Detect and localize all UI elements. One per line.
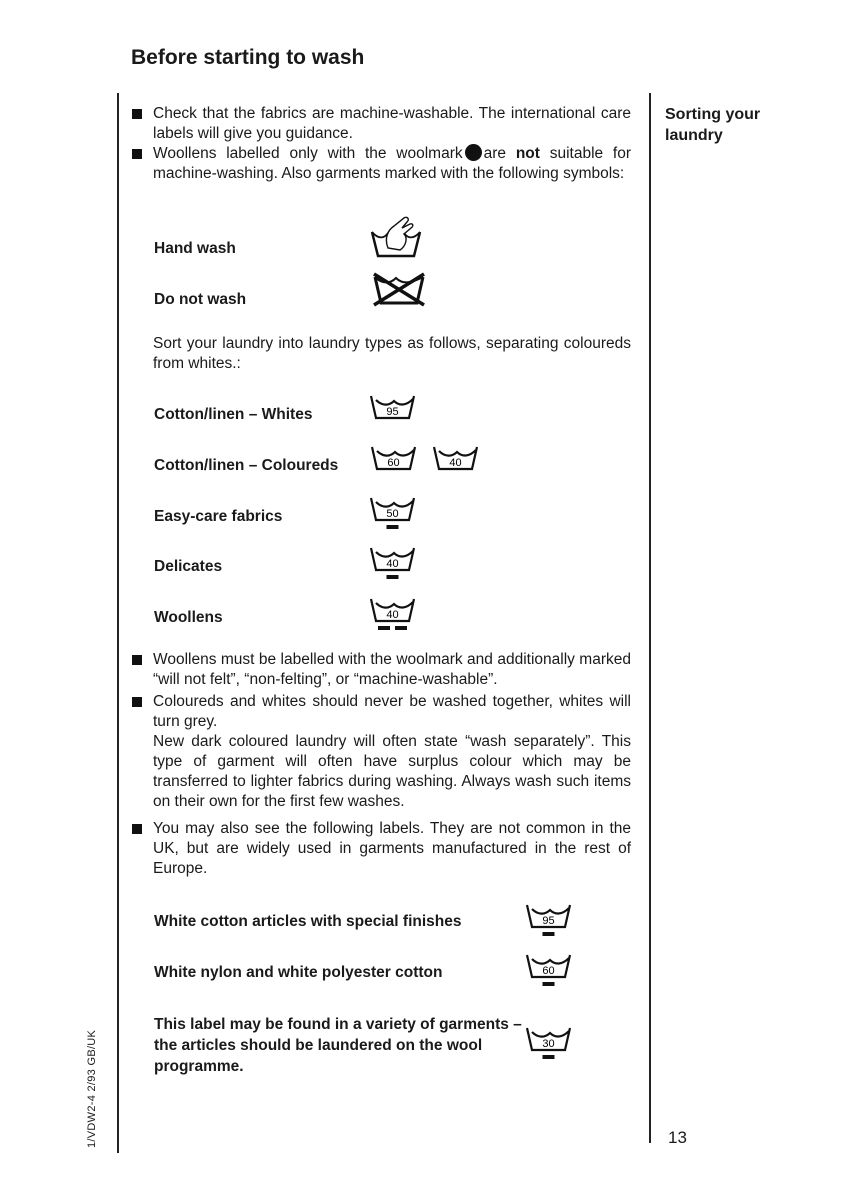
wash-tub-icon	[527, 955, 570, 986]
laundry-type-label: Easy-care fabrics	[154, 508, 283, 525]
wash-tub-icon	[434, 447, 477, 469]
wash-temperature: 60	[387, 457, 400, 469]
intro-p2-post: suitable for machine-washing. Also garments marked with the following symbols:	[153, 145, 631, 182]
woolmark-note: Woollens must be labelled with the woolmark and additionally marked “will not felt”, “non-felting”, or “machine-washable”.	[153, 651, 631, 688]
wash-temperature: 40	[386, 609, 399, 621]
wash-temperature: 50	[386, 508, 399, 520]
intro-p2-mid: are	[483, 145, 507, 162]
intro-p2-bold: not	[515, 145, 540, 162]
intro-p2-pre: Woollens labelled only with the woolmark	[153, 145, 463, 162]
wash-tub-icon	[527, 1028, 570, 1059]
wash-tub-icon	[527, 905, 570, 936]
colour-note-line-1: Coloureds and whites should never be washed together, whites will turn grey.	[153, 693, 631, 730]
wash-tub-icon	[371, 599, 414, 630]
laundry-type-label: Woollens	[154, 609, 223, 626]
wash-tub-icon	[372, 447, 415, 469]
wash-tub-icon	[371, 396, 414, 418]
laundry-type-label: Cotton/linen – Coloureds	[154, 457, 339, 474]
gentle-cycle-bar	[543, 1055, 555, 1059]
gentle-cycle-bar	[378, 626, 390, 630]
page-title: Before starting to wash	[131, 46, 365, 69]
wash-temperature: 40	[449, 457, 462, 469]
side-heading: Sorting your laundry	[665, 106, 761, 144]
gentle-cycle-bar	[395, 626, 407, 630]
symbol-label-hand-wash: Hand wash	[154, 240, 236, 257]
laundry-type-label: Cotton/linen – Whites	[154, 406, 313, 423]
wash-temperature: 95	[386, 406, 399, 418]
european-label-text: White cotton articles with special finishes	[154, 913, 462, 930]
laundry-type-label: Delicates	[154, 558, 223, 575]
page-number: 13	[668, 1128, 687, 1147]
european-labels-note: You may also see the following labels. They are not common in the UK, but are widely used in garments manufactured in the rest of Europe.	[153, 820, 631, 877]
sort-instruction: Sort your laundry into laundry types as follows, separating coloureds from whites.:	[153, 335, 631, 372]
gentle-cycle-bar	[543, 982, 555, 986]
gentle-cycle-bar	[387, 575, 399, 579]
colour-note-line-2: New dark coloured laundry will often state “wash separately”. This type of garment will often have surplus colour which may be transferred to lighter fabrics during washing. Always wash such items on their own for the first few washes.	[153, 733, 631, 810]
wash-tub-icon	[371, 498, 414, 529]
wash-temperature: 95	[542, 915, 555, 927]
gentle-cycle-bar	[387, 525, 399, 529]
intro-paragraph-1: Check that the fabrics are machine-washable. The international care labels will give you guidance.	[153, 105, 631, 142]
gentle-cycle-bar	[543, 932, 555, 936]
symbol-label-do-not-wash: Do not wash	[154, 291, 247, 308]
wash-temperature: 40	[386, 558, 399, 570]
wash-temperature: 60	[542, 965, 555, 977]
european-label-text: This label may be found in a variety of garments – the articles should be laundered on the wool programme.	[154, 1016, 522, 1075]
wash-tub-icon	[371, 548, 414, 579]
european-label-text: White nylon and white polyester cotton	[154, 964, 443, 981]
wash-temperature: 30	[542, 1038, 555, 1050]
footer-code: 1/VDW2-4 2/93 GB/UK	[86, 1029, 98, 1148]
